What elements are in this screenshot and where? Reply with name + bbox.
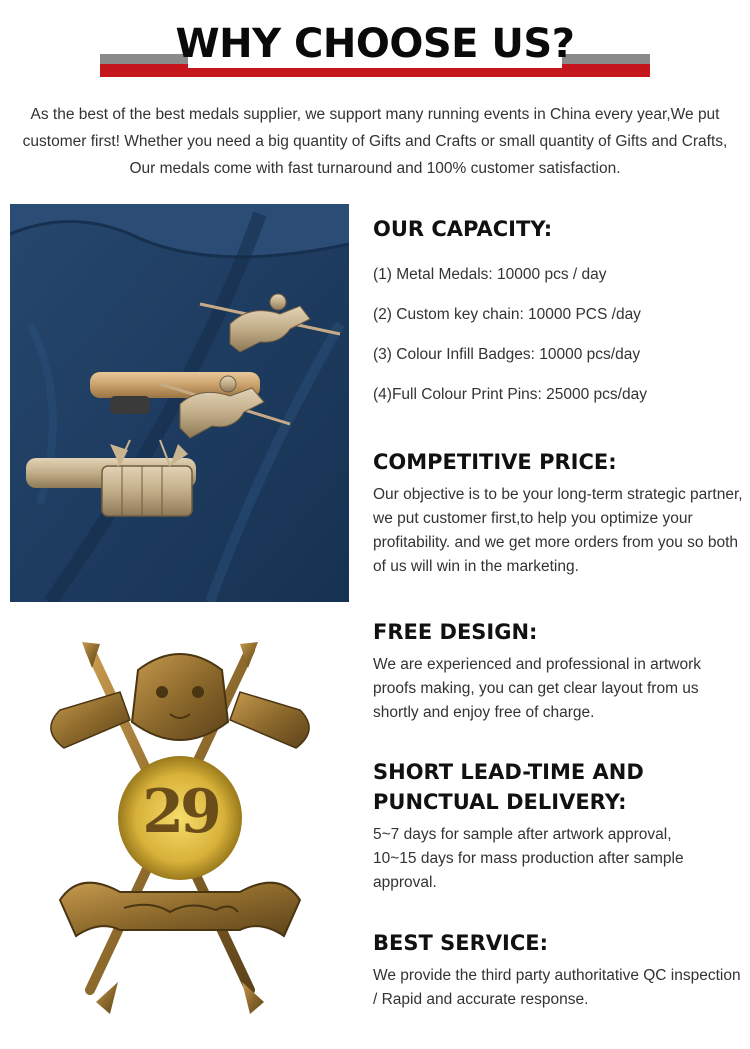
price-text: Our objective is to be your long-term strategic partner, we put customer first,to help you optimize your profitability. and we get more orders from you so both of us will win in the marketing.: [373, 486, 743, 575]
product-photo-tie-clips: [10, 204, 349, 602]
capacity-item: (1) Metal Medals: 10000 pcs / day: [373, 266, 607, 283]
delivery-text: [373, 823, 745, 895]
design-heading: FREE DESIGN:: [373, 620, 538, 644]
service-heading: BEST SERVICE:: [373, 931, 548, 955]
service-text: We provide the third party authoritative QC inspection / Rapid and accurate response.: [373, 967, 741, 1008]
capacity-heading: OUR CAPACITY:: [373, 217, 553, 241]
tie-clips-on-fabric-image: [10, 204, 349, 602]
price-heading: COMPETITIVE PRICE:: [373, 450, 617, 474]
title-banner: [0, 0, 750, 90]
capacity-item: (2) Custom key chain: 10000 PCS /day: [373, 306, 641, 323]
capacity-list: [373, 265, 745, 425]
section-capacity: [373, 214, 745, 425]
section-delivery: [373, 757, 745, 895]
section-service: [373, 928, 745, 1012]
page-title: WHY CHOOSE US?: [175, 21, 575, 67]
section-design: [373, 617, 745, 725]
delivery-heading: [373, 757, 745, 817]
section-price: [373, 447, 745, 579]
delivery-line2: 10~15 days for mass production after sample approval.: [373, 850, 684, 891]
capacity-item: (3) Colour Infill Badges: 10000 pcs/day: [373, 346, 641, 363]
design-text: We are experienced and professional in artwork proofs making, you can get clear layout from us shortly and enjoy free of charge.: [373, 656, 701, 721]
delivery-heading-line2: PUNCTUAL DELIVERY:: [373, 790, 627, 814]
delivery-line1: 5~7 days for sample after artwork approval,: [373, 826, 672, 843]
intro-paragraph: As the best of the best medals supplier, we support many running events in China every year,We put customer first! Whether you need a big quantity of Gifts and Crafts or small quantity of Gifts and Crafts, Our medals come with fast turnaround and 100% customer satisfaction.: [22, 106, 728, 177]
delivery-heading-line1: SHORT LEAD-TIME AND: [373, 760, 644, 784]
capacity-item: (4)Full Colour Print Pins: 25000 pcs/day: [373, 386, 647, 403]
product-photo-badge-29: [20, 630, 340, 1020]
badge-number: 29: [142, 777, 218, 847]
